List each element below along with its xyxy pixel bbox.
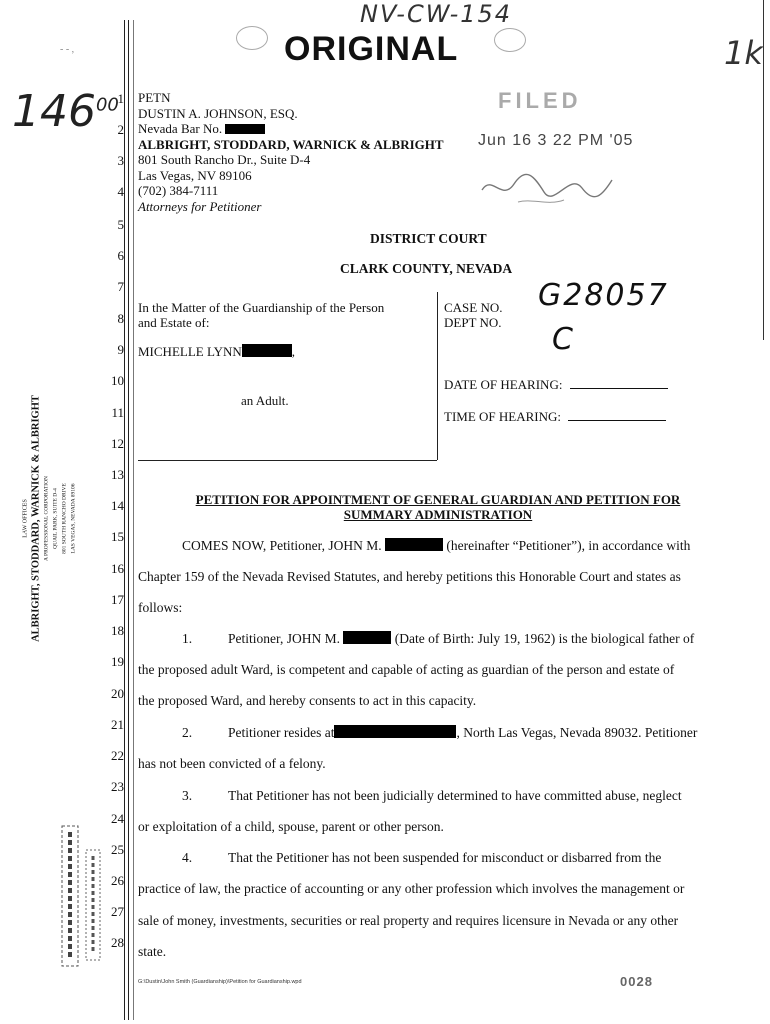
body-line: the proposed adult Ward, is competent and capable of acting as guardian of the person and estate of — [138, 662, 675, 677]
received-stamp-icon — [56, 820, 116, 985]
body-line: state. — [138, 944, 167, 959]
body-line — [228, 631, 694, 647]
handwritten-case-ref: NV-CW-154 — [360, 0, 513, 28]
body-text: , North Las Vegas, Nevada 89032. Petitioner — [456, 725, 698, 740]
title-line2: SUMMARY ADMINISTRATION — [343, 507, 533, 522]
line-number: 3 — [117, 153, 124, 168]
body-text: (hereinafter “Petitioner”), in accordance with — [446, 538, 691, 553]
caption-matter — [138, 300, 384, 330]
case-no-block — [444, 300, 503, 330]
line-number: 15 — [111, 529, 124, 544]
line-number: 12 — [111, 436, 124, 451]
body-line — [182, 538, 690, 554]
hearing-date-blank — [570, 388, 668, 389]
line-number: 27 — [111, 904, 124, 919]
body-line: That Petitioner has not been judicially determined to have committed abuse, neglect — [228, 788, 682, 803]
ward-name: MICHELLE LYNN — [138, 344, 242, 359]
margin-line-left — [124, 20, 125, 1020]
line-number: 22 — [111, 748, 124, 763]
hearing-time-label: TIME OF HEARING: — [444, 409, 561, 424]
handwritten-fee — [12, 86, 119, 137]
margin-line-outer — [133, 20, 134, 1020]
body-line: Chapter 159 of the Nevada Revised Statutes, and hereby petitions this Honorable Court and states as — [138, 569, 681, 584]
line-number: 11 — [111, 405, 124, 420]
ward-desc: an Adult. — [241, 393, 289, 408]
line-number: 6 — [117, 248, 124, 263]
line-number: 13 — [111, 467, 124, 482]
petition-title — [138, 492, 738, 522]
line-number: 8 — [117, 311, 124, 326]
line-number: 21 — [111, 717, 124, 732]
matter-line1: In the Matter of the Guardianship of the Person — [138, 300, 385, 315]
hearing-time — [444, 409, 666, 425]
body-line: sale of money, investments, securities or real property and requires licensure in Nevada or any other — [138, 913, 679, 928]
bar-number — [138, 121, 444, 137]
redaction — [343, 631, 391, 644]
paragraph-number: 2. — [182, 725, 193, 740]
sidebar-city: LAS VEGAS, NEVADA 89106 — [70, 483, 77, 554]
line-number: 4 — [117, 184, 124, 199]
attorney-block — [138, 90, 444, 214]
footer-path: G:\Dustin\John Smith (Guardianship)\Petition for Guardianship.wpd — [138, 979, 302, 985]
bar-no-label: Nevada Bar No. — [138, 121, 223, 136]
right-margin-mark: 1k — [724, 34, 763, 72]
handwritten-dept: C — [552, 322, 573, 357]
line-number: 16 — [111, 561, 124, 576]
paragraph-number: 4. — [182, 850, 193, 865]
attorney-name: DUSTIN A. JOHNSON, ESQ. — [138, 105, 298, 121]
body-line — [228, 725, 697, 741]
matter-line2: and Estate of: — [138, 315, 210, 330]
case-no-label: CASE NO. — [444, 300, 503, 315]
paragraph-number: 1. — [182, 631, 193, 646]
body-line: practice of law, the practice of accounting or any other profession which involves the management or — [138, 881, 685, 896]
redaction — [242, 344, 292, 357]
sidebar-firm-name: ALBRIGHT, STODDARD, WARNICK & ALBRIGHT — [30, 395, 42, 642]
filed-date-stamp: Jun 16 3 22 PM '05 — [478, 132, 634, 149]
address-line2: Las Vegas, NV 89106 — [138, 167, 252, 183]
paragraph-number: 3. — [182, 788, 193, 803]
margin-line-right — [128, 20, 129, 1020]
fee-amount: 146 — [12, 86, 96, 137]
line-number: 26 — [111, 873, 124, 888]
seal-icon — [236, 26, 268, 50]
handwritten-case-number: G28057 — [538, 278, 669, 313]
body-line: follows: — [138, 600, 183, 615]
clerk-signature-icon — [478, 162, 618, 217]
body-line: or exploitation of a child, spouse, parent or other person. — [138, 819, 444, 834]
body-text: COMES NOW, Petitioner, JOHN M. — [182, 538, 382, 553]
attorney-role: Attorneys for Petitioner — [138, 198, 262, 214]
line-number: 14 — [111, 498, 124, 513]
address-line1: 801 South Rancho Dr., Suite D-4 — [138, 152, 311, 167]
line-number: 23 — [111, 779, 124, 794]
doc-code: PETN — [138, 90, 171, 105]
ward-name-line — [138, 344, 295, 360]
line-number: 17 — [111, 592, 124, 607]
body-line: the proposed Ward, and hereby consents to act in this capacity. — [138, 693, 477, 708]
sidebar-street: 801 SOUTH RANCHO DRIVE — [61, 483, 68, 554]
firm-name: ALBRIGHT, STODDARD, WARNICK & ALBRIGHT — [138, 136, 444, 152]
court-name: DISTRICT COURT — [370, 231, 487, 246]
sidebar-firm-info — [22, 394, 79, 644]
sidebar-corp: A PROFESSIONAL CORPORATION — [43, 475, 50, 562]
fee-cents: 00 — [95, 94, 119, 116]
line-number: 7 — [117, 279, 124, 294]
sidebar-quail-park: QUAIL PARK, SUITE D-4 — [52, 488, 59, 549]
line-number: 5 — [117, 217, 124, 232]
dept-no-label: DEPT NO. — [444, 315, 502, 330]
line-number: 24 — [111, 811, 124, 826]
sidebar-law-offices: LAW OFFICES — [22, 499, 29, 538]
caption-bottom-line — [138, 460, 437, 461]
redaction — [334, 725, 456, 738]
hearing-date — [444, 377, 668, 393]
body-text: Petitioner, JOHN M. — [228, 631, 340, 646]
original-stamp: ORIGINAL — [284, 30, 459, 68]
speck: - - , — [60, 44, 75, 55]
court-county: CLARK COUNTY, NEVADA — [340, 261, 513, 276]
redaction — [385, 538, 443, 551]
line-number: 19 — [111, 654, 124, 669]
title-line1: PETITION FOR APPOINTMENT OF GENERAL GUARDIAN AND PETITION FOR — [195, 492, 681, 507]
line-number: 10 — [111, 373, 124, 388]
body-line: has not been convicted of a felony. — [138, 756, 326, 771]
line-number: 20 — [111, 686, 124, 701]
body-text: Petitioner resides at — [228, 725, 335, 740]
filed-stamp: FILED — [498, 88, 582, 113]
hearing-time-blank — [568, 420, 666, 421]
body-line: That the Petitioner has not been suspended for misconduct or disbarred from the — [228, 850, 662, 865]
seal-icon — [494, 28, 526, 52]
line-number: 9 — [117, 342, 124, 357]
caption-divider — [437, 292, 438, 460]
hearing-date-label: DATE OF HEARING: — [444, 377, 563, 392]
footer-page-mark: 0028 — [620, 974, 653, 989]
line-number: 28 — [111, 935, 124, 950]
body-text: (Date of Birth: July 19, 1962) is the biological father of — [394, 631, 695, 646]
line-number: 1 — [117, 91, 124, 106]
right-border-line — [763, 0, 764, 340]
ward-suffix: , — [291, 344, 296, 359]
line-number: 25 — [111, 842, 124, 857]
redaction — [225, 124, 265, 134]
line-number: 2 — [117, 122, 124, 137]
line-number: 18 — [111, 623, 124, 638]
phone: (702) 384-7111 — [138, 183, 219, 198]
